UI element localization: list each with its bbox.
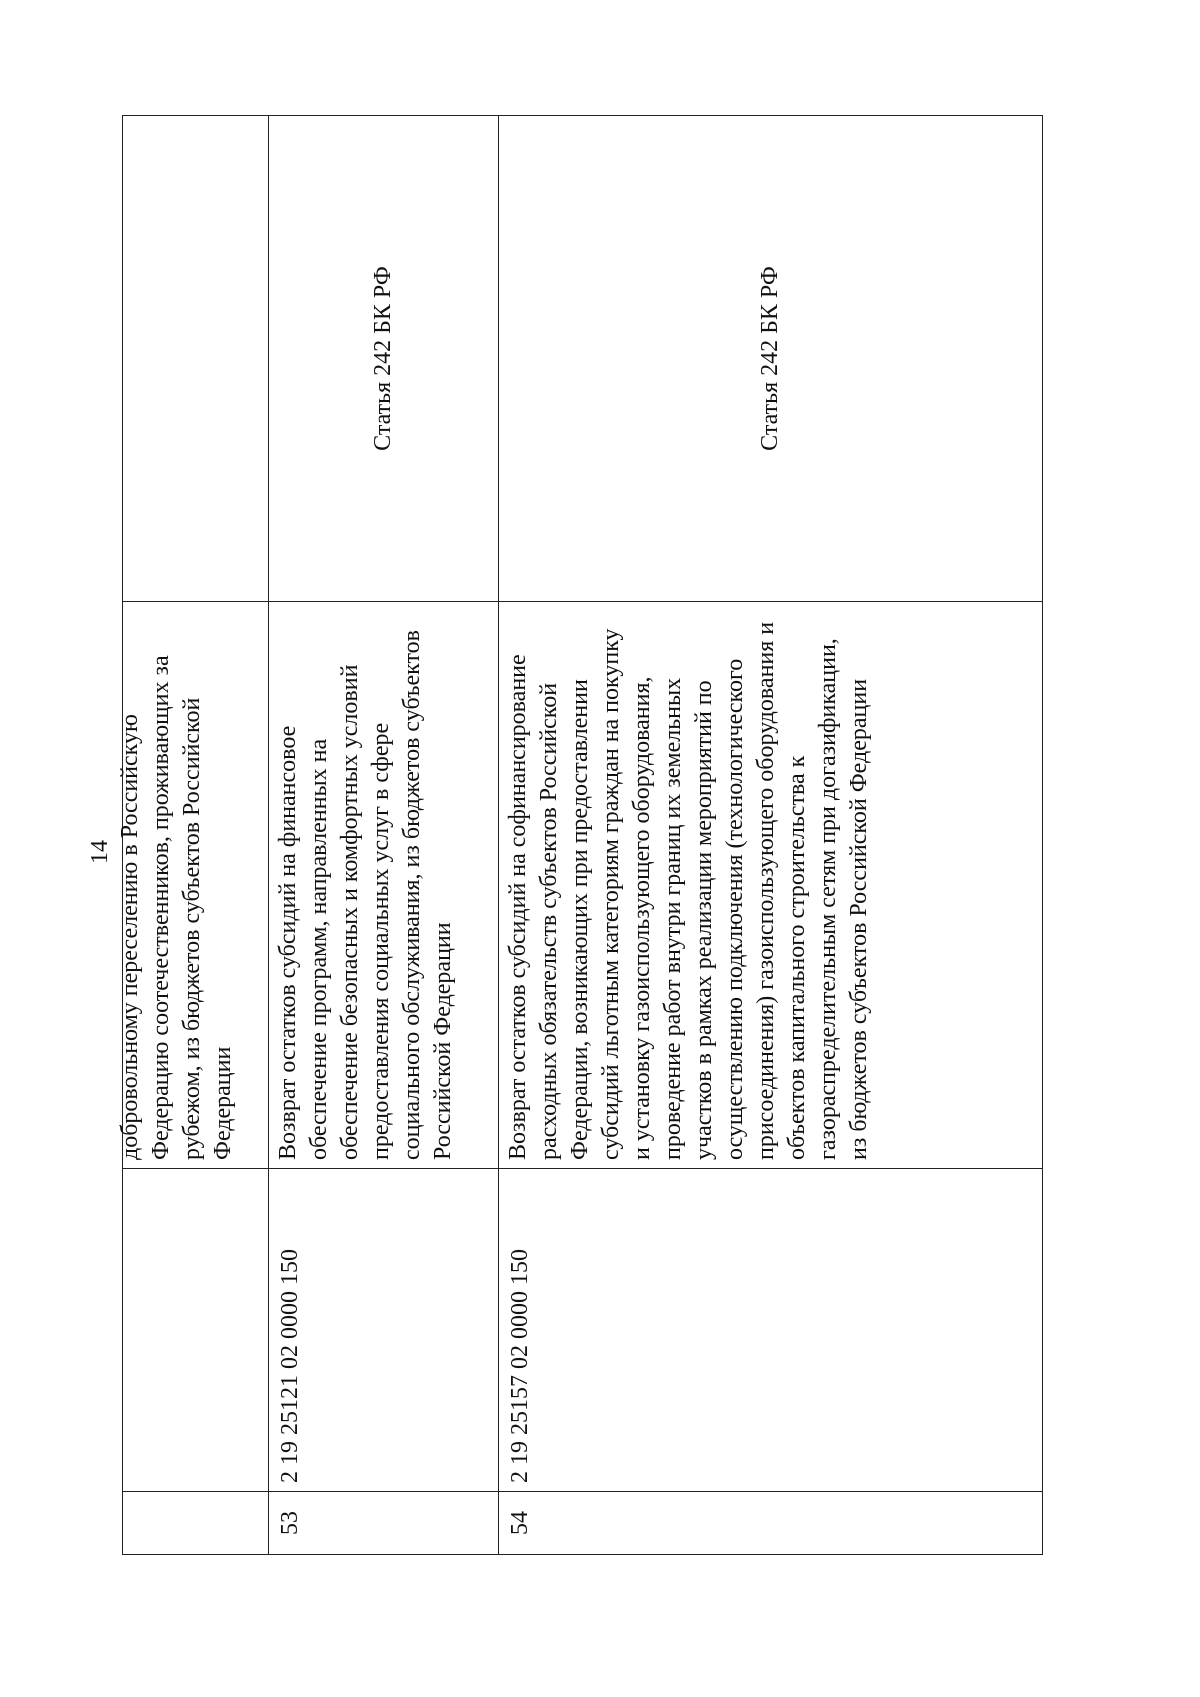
income-name: Возврат остатков субсидий на финансовое обеспечение программ, направленных на обеспечение безопасных и комфортных условий предоставления социальных услуг в сфере социального обслуживания, из бюджетов субъектов Российской Федерации (269, 602, 499, 1169)
table-row (499, 116, 1043, 1555)
budget-code: 2 19 25121 02 0000 150 (269, 1169, 499, 1492)
table-row (269, 116, 499, 1555)
table (117, 115, 1043, 1555)
legal-basis: Статья 242 БК РФ (269, 116, 499, 602)
row-number: 53 (269, 1492, 499, 1555)
income-name: Возврат остатков субсидий на софинансирование расходных обязательств субъектов Российской Федерации, возникающих при предоставлении субсидий льготным категориям граждан на покупку и установку газоиспользующего оборудования, проведение работ внутри границ их земельных участков в рамках реализации мероприятий по осуществлению подключения (технологического присоединения) газоиспользующего оборудования и объектов капитального строительства к газораспределительным сетям при догазификации, из бюджетов субъектов Российской Федерации (499, 602, 1043, 1169)
budget-code: 2 19 25157 02 0000 150 (499, 1169, 1043, 1492)
table-row (123, 116, 269, 1555)
legal-basis: Статья 242 БК РФ (499, 116, 1043, 602)
legal-basis (123, 116, 269, 602)
income-name (117, 602, 269, 1169)
revenue-codes-table (117, 115, 1042, 1555)
row-number: 54 (499, 1492, 1043, 1555)
budget-code (123, 1169, 269, 1492)
income-name-text: добровольному переселению в Российскую Федерацию соотечественников, проживающих за рубежом, из бюджетов субъектов Российской Федерации (117, 655, 236, 1160)
row-number (123, 1492, 269, 1555)
page-number: 14 (87, 840, 113, 864)
